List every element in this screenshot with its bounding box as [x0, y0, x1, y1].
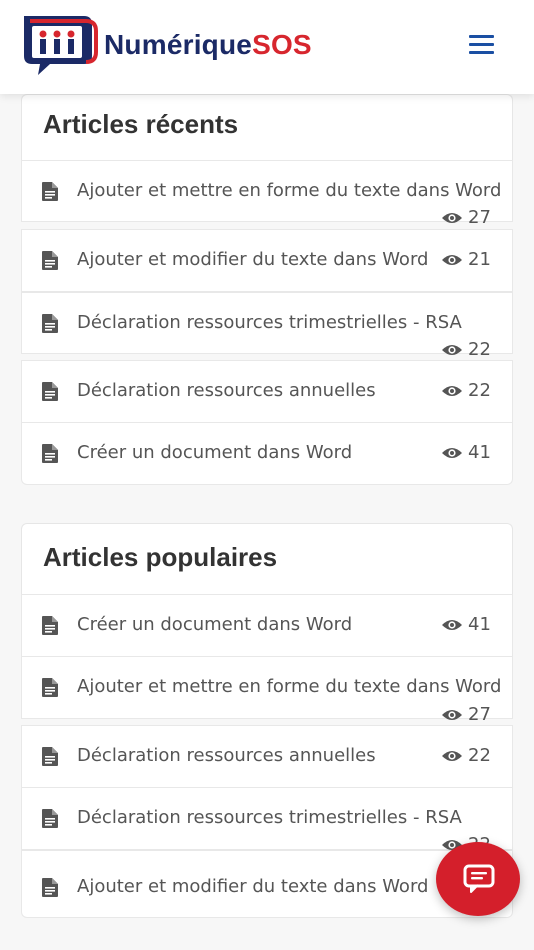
site-logo[interactable]: [20, 12, 340, 78]
view-count: [441, 442, 491, 463]
chat-icon: [463, 864, 495, 894]
recent-articles-title: Articles récents: [43, 109, 239, 139]
article-title[interactable]: Ajouter et modifier du texte dans Word: [77, 876, 429, 897]
document-icon: [42, 382, 58, 401]
view-count: [441, 704, 491, 725]
hamburger-menu-icon[interactable]: [466, 32, 498, 58]
list-item[interactable]: [21, 594, 513, 657]
view-count: [441, 207, 491, 228]
view-count: [441, 614, 491, 635]
article-title[interactable]: Créer un document dans Word: [77, 442, 353, 463]
site-header: [0, 0, 534, 94]
eye-icon: [441, 384, 463, 398]
article-title[interactable]: Ajouter et mettre en forme du texte dans Word: [77, 180, 502, 201]
list-item[interactable]: [21, 725, 513, 788]
view-count: [441, 745, 491, 766]
article-title[interactable]: Créer un document dans Word: [77, 614, 353, 635]
logo-text: [104, 29, 312, 61]
logo-text-accent: SOS: [252, 29, 312, 60]
document-icon: [42, 251, 58, 270]
eye-icon: [441, 708, 463, 722]
eye-icon: [441, 618, 463, 632]
article-title[interactable]: Déclaration ressources annuelles: [77, 745, 376, 766]
popular-articles-header: [21, 523, 513, 595]
list-item[interactable]: [21, 422, 513, 485]
logo-text-main: Numérique: [104, 29, 253, 60]
document-icon: [42, 444, 58, 463]
list-item[interactable]: [21, 360, 513, 423]
document-icon: [42, 809, 58, 828]
view-count-value: 41: [468, 614, 491, 635]
view-count-value: 22: [468, 380, 491, 401]
view-count-value: 21: [468, 249, 491, 270]
view-count-value: 27: [468, 704, 491, 725]
view-count-value: 22: [468, 745, 491, 766]
article-title[interactable]: Déclaration ressources trimestrielles - RSA: [77, 312, 462, 333]
list-item[interactable]: [21, 229, 513, 292]
eye-icon: [441, 749, 463, 763]
eye-icon: [441, 211, 463, 225]
popular-articles-title: Articles populaires: [43, 542, 278, 572]
article-title[interactable]: Ajouter et mettre en forme du texte dans Word: [77, 676, 502, 697]
document-icon: [42, 747, 58, 766]
logo-icon: [20, 12, 102, 78]
view-count: [441, 249, 491, 270]
document-icon: [42, 616, 58, 635]
view-count-value: 27: [468, 207, 491, 228]
document-icon: [42, 878, 58, 897]
eye-icon: [441, 446, 463, 460]
view-count-value: 41: [468, 442, 491, 463]
list-item[interactable]: [21, 787, 513, 850]
article-title[interactable]: Déclaration ressources trimestrielles - RSA: [77, 807, 462, 828]
document-icon: [42, 182, 58, 201]
view-count-value: 22: [468, 339, 491, 360]
article-title[interactable]: Déclaration ressources annuelles: [77, 380, 376, 401]
list-item[interactable]: [21, 160, 513, 228]
document-icon: [42, 678, 58, 697]
document-icon: [42, 314, 58, 333]
view-count: [441, 380, 491, 401]
list-item[interactable]: [21, 656, 513, 725]
view-count: [441, 339, 491, 360]
chat-button[interactable]: [436, 842, 520, 916]
list-item[interactable]: [21, 292, 513, 360]
article-title[interactable]: Ajouter et modifier du texte dans Word: [77, 249, 429, 270]
recent-articles-header: [21, 94, 513, 161]
eye-icon: [441, 343, 463, 357]
eye-icon: [441, 253, 463, 267]
